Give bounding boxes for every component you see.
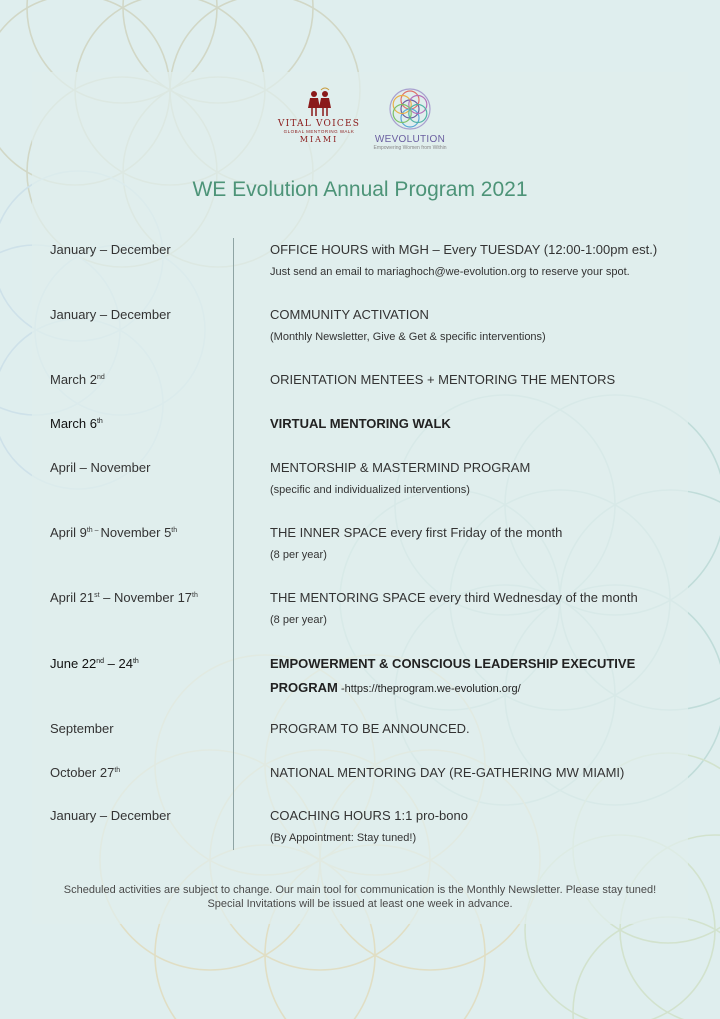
schedule-date: January – December xyxy=(50,808,171,823)
schedule-date: June 22nd – 24th xyxy=(50,656,139,671)
schedule-date: October 27th xyxy=(50,765,121,780)
page-title: WE Evolution Annual Program 2021 xyxy=(192,178,528,201)
schedule-detail: (Monthly Newsletter, Give & Get & specific interventions) xyxy=(270,331,546,343)
schedule-date: March 6th xyxy=(50,416,103,431)
schedule-date: April – November xyxy=(50,460,151,475)
vital-voices-logo xyxy=(276,84,362,156)
logo-bar xyxy=(0,0,720,170)
flower-mandala-icon xyxy=(385,84,435,134)
schedule-title: THE INNER SPACE every first Friday of the month xyxy=(270,525,563,540)
schedule-title: OFFICE HOURS with MGH – Every TUESDAY (12:00-1:00pm est.) xyxy=(270,242,658,257)
schedule-title: MENTORSHIP & MASTERMIND PROGRAM xyxy=(270,460,531,475)
wevolution-logo xyxy=(370,84,450,156)
schedule-title-line2: PROGRAM -https://theprogram.we-evolution.org/ xyxy=(270,680,521,695)
schedule-date: January – December xyxy=(50,307,171,322)
schedule-detail: (8 per year) xyxy=(270,614,327,626)
footer-line-1: Scheduled activities are subject to change. Our main tool for communication is the Monthly Newsletter. Please stay tuned! xyxy=(63,884,657,896)
schedule-title: NATIONAL MENTORING DAY (RE-GATHERING MW MIAMI) xyxy=(270,765,625,780)
schedule-detail: Just send an email to mariaghoch@we-evolution.org to reserve your spot. xyxy=(270,266,630,278)
schedule-date: March 2nd xyxy=(50,372,105,387)
schedule-detail: (8 per year) xyxy=(270,549,327,561)
footer-line-2: Special Invitations will be issued at least one week in advance. xyxy=(207,898,513,910)
walking-figures-icon xyxy=(299,84,339,118)
schedule-date: April $9^{th -}$ November 5th xyxy=(50,525,178,540)
schedule-title: PROGRAM TO BE ANNOUNCED. xyxy=(270,721,470,736)
schedule-title: VIRTUAL MENTORING WALK xyxy=(270,416,451,431)
wevolution-tagline: Empowering Women from Within xyxy=(373,145,447,151)
schedule-title: THE MENTORING SPACE every third Wednesday of the month xyxy=(270,590,638,605)
schedule-date: September xyxy=(50,721,114,736)
schedule-detail: (specific and individualized interventions) xyxy=(270,484,470,496)
schedule-date: April 21st – November 17th xyxy=(50,590,198,605)
schedule-title: COACHING HOURS 1:1 pro-bono xyxy=(270,808,468,823)
wevolution-name: WEVOLUTION xyxy=(374,134,446,145)
schedule-date: January – December xyxy=(50,242,171,257)
column-divider xyxy=(233,238,234,850)
schedule-title: EMPOWERMENT & CONSCIOUS LEADERSHIP EXECUTIVE xyxy=(270,656,636,671)
program-link[interactable]: -https://theprogram.we-evolution.org/ xyxy=(337,683,521,695)
vital-voices-city: MIAMI xyxy=(299,135,339,144)
vital-voices-subtitle: GLOBAL MENTORING WALK xyxy=(283,129,355,134)
footer-note xyxy=(0,883,720,911)
schedule-detail: (By Appointment: Stay tuned!) xyxy=(270,832,417,844)
schedule-title: ORIENTATION MENTEES + MENTORING THE MENTORS xyxy=(270,372,616,387)
schedule-title: COMMUNITY ACTIVATION xyxy=(270,307,429,322)
vital-voices-name: VITAL VOICES xyxy=(277,119,361,129)
